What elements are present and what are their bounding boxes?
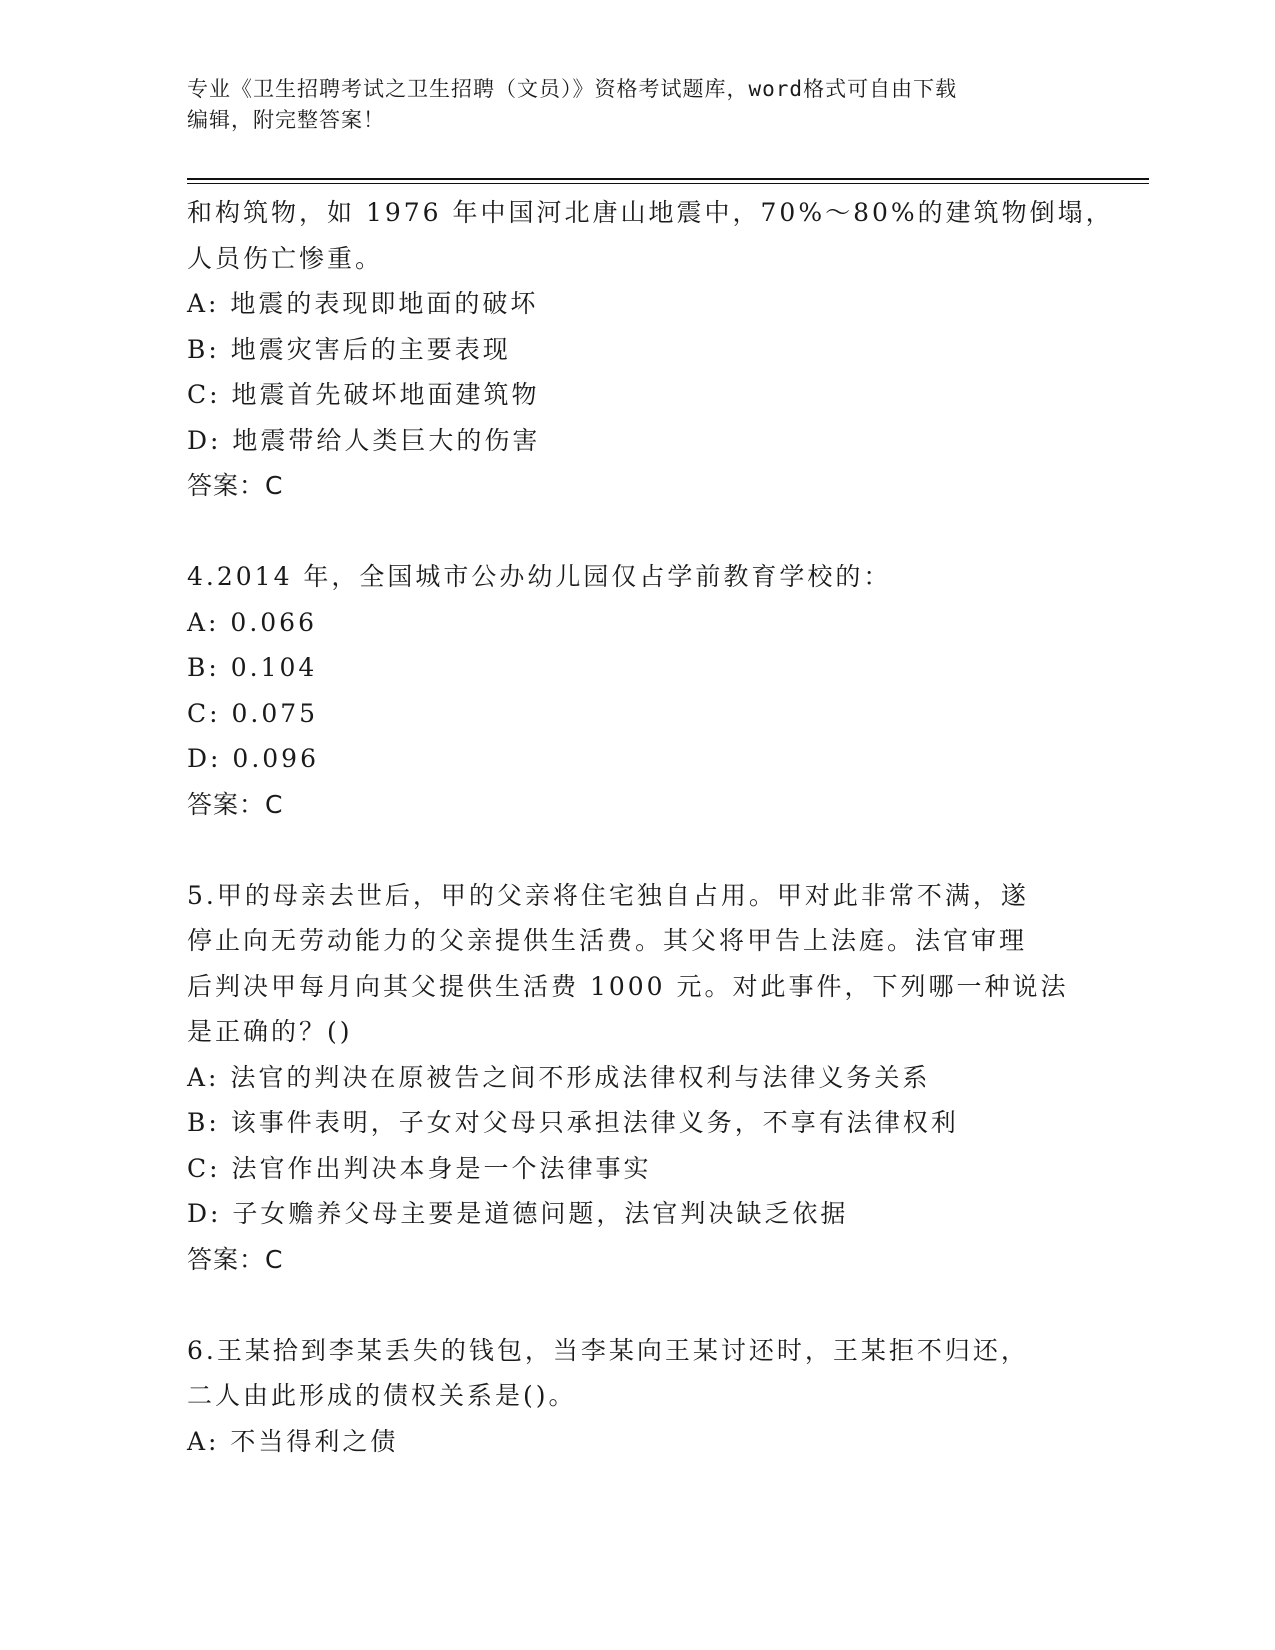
question-stem-line: 5.甲的母亲去世后，甲的父亲将住宅独自占用。甲对此非常不满，遂 xyxy=(187,880,1029,910)
question-4 xyxy=(187,554,1087,827)
header-line-2: 编辑，附完整答案！ xyxy=(187,108,385,132)
spacer xyxy=(187,1282,1087,1328)
question-5 xyxy=(187,873,1087,1283)
option-b: B: 0.104 xyxy=(187,653,318,682)
header-rule-thick xyxy=(187,178,1149,180)
answer-line: 答案：C xyxy=(187,1244,284,1274)
question-stem-line: 人员伤亡惨重。 xyxy=(187,243,384,273)
question-list xyxy=(187,190,1114,1464)
option-a: A: 地震的表现即地面的破坏 xyxy=(187,289,539,318)
question-stem-line: 和构筑物，如 1976 年中国河北唐山地震中，70%～80%的建筑物倒塌， xyxy=(187,198,1114,227)
option-c: C: 地震首先破坏地面建筑物 xyxy=(187,380,540,409)
option-b: B: 地震灾害后的主要表现 xyxy=(187,334,511,364)
option-a: A: 0.066 xyxy=(187,607,317,637)
option-d: D: 地震带给人类巨大的伤害 xyxy=(187,425,541,455)
question-stem-line: 停止向无劳动能力的父亲提供生活费。其父将甲告上法庭。法官审理 xyxy=(187,926,1028,955)
option-b: B: 该事件表明，子女对父母只承担法律义务，不享有法律权利 xyxy=(187,1108,959,1137)
option-d: D: 0.096 xyxy=(187,744,319,773)
answer-line: 答案：C xyxy=(187,789,284,819)
option-a: A: 法官的判决在原被告之间不形成法律权利与法律义务关系 xyxy=(187,1062,931,1092)
spacer xyxy=(187,509,1087,555)
option-a: A: 不当得利之债 xyxy=(187,1426,399,1456)
question-stem-line: 4.2014 年，全国城市公办幼儿园仅占学前教育学校的： xyxy=(187,562,892,591)
question-stem-line: 二人由此形成的债权关系是()。 xyxy=(187,1381,577,1410)
question-stem-line: 6.王某拾到李某丢失的钱包，当李某向王某讨还时，王某拒不归还， xyxy=(187,1335,1029,1365)
spacer xyxy=(187,827,1087,873)
option-c: C: 0.075 xyxy=(187,698,319,728)
question-3 xyxy=(187,190,1114,509)
option-c: C: 法官作出判决本身是一个法律事实 xyxy=(187,1153,652,1183)
question-stem-line: 是正确的？() xyxy=(187,1017,353,1046)
question-6 xyxy=(187,1328,1087,1465)
question-stem-line: 后判决甲每月向其父提供生活费 1000 元。对此事件，下列哪一种说法 xyxy=(187,971,1069,1001)
option-d: D: 子女赡养父母主要是道德问题，法官判决缺乏依据 xyxy=(187,1199,849,1228)
header-rule-thin xyxy=(187,183,1149,184)
header-line-1: 专业《卫生招聘考试之卫生招聘（文员）》资格考试题库，word格式可自由下载 xyxy=(187,77,958,101)
answer-line: 答案：C xyxy=(187,471,284,500)
document-header xyxy=(187,74,1067,136)
